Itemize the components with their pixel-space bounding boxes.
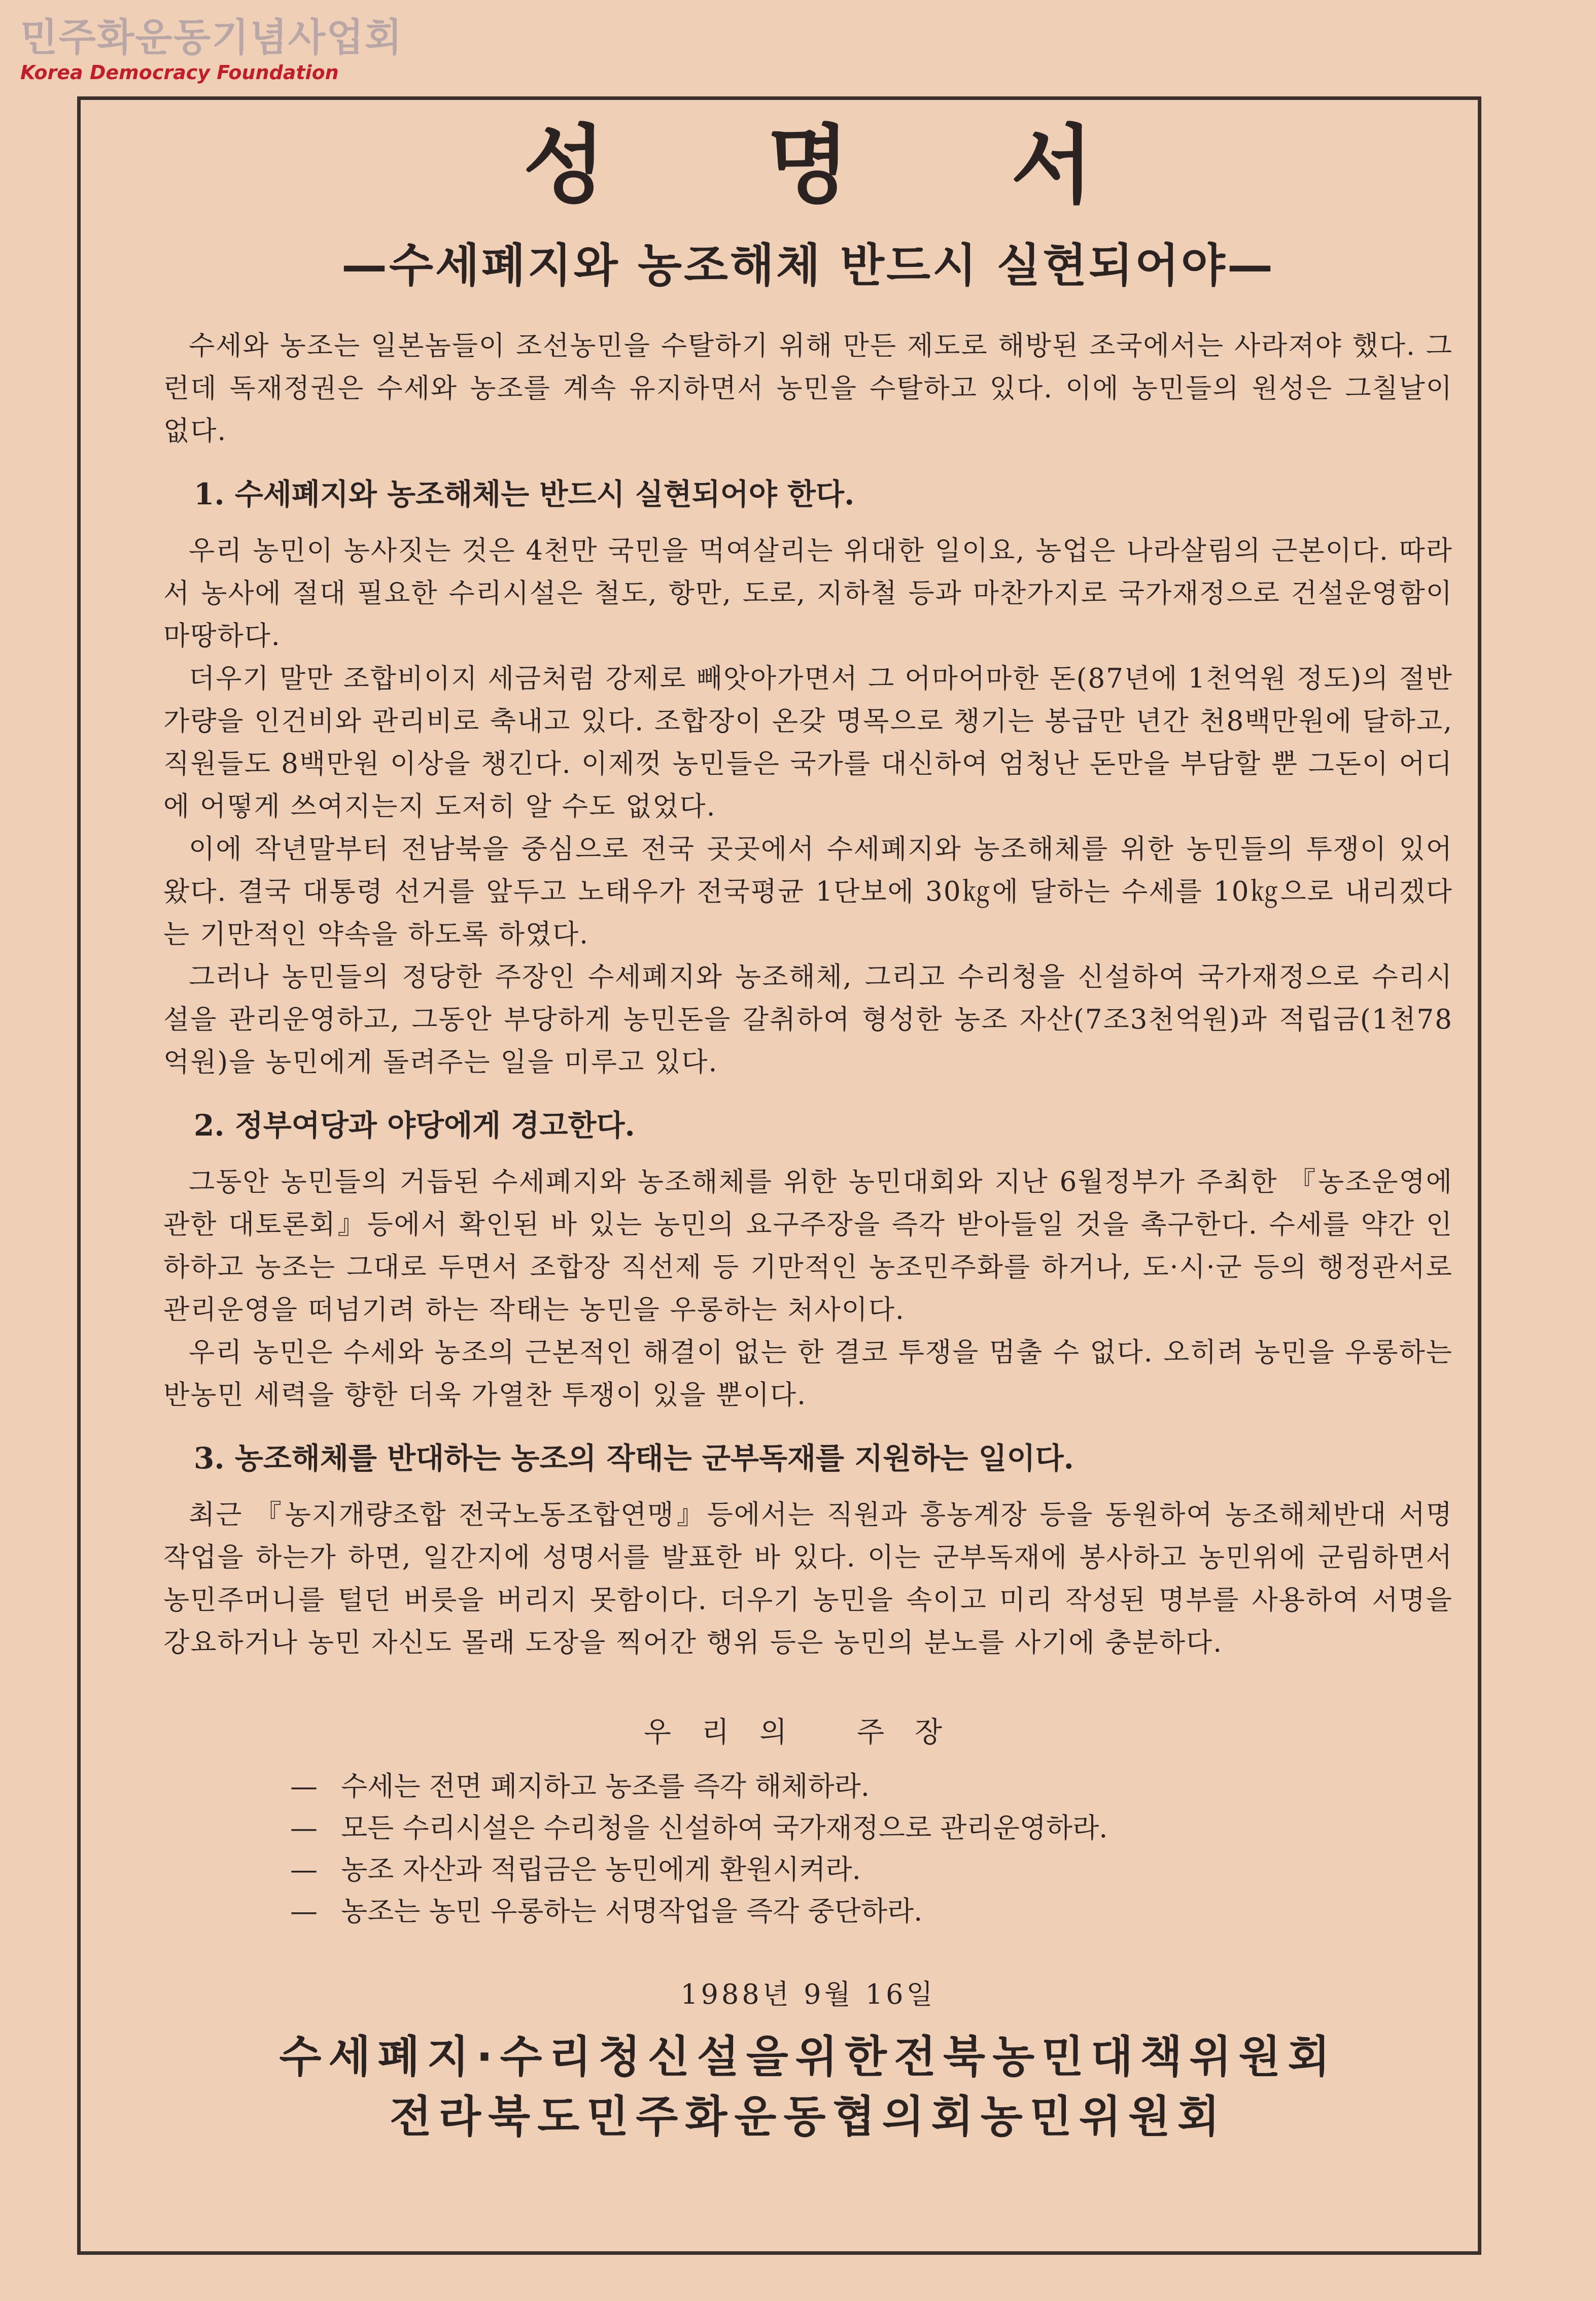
claim-item [290, 1807, 1453, 1849]
claim-text: 모든 수리시설은 수리청을 신설하여 국가재정으로 관리운영하라. [341, 1812, 1108, 1844]
claim-text: 수세는 전면 폐지하고 농조를 즉각 해체하라. [341, 1770, 870, 1802]
document-date: 1988년 9월 16일 [680, 1978, 936, 2010]
section-2-paragraph: 그동안 농민들의 거듭된 수세폐지와 농조해체를 위한 농민대회와 지난 6월정부가 주최한 『농조운영에 관한 대토론회』등에서 확인된 바 있는 농민의 요구주장을 즉각 받아들일 것을 촉구한다. 수세를 약간 인하하고 농조는 그대로 두면서 조합장 직선제 등 기만적인 농조민주화를 하거나, 도·시·군 등의 행정관서로 관리운영을 떠넘기려 하는 작태는 농민을 우롱하는 처사이다. [163, 1166, 1453, 1325]
claim-dash: — [290, 1812, 318, 1844]
claim-dash: — [290, 1853, 318, 1885]
claim-dash: — [290, 1895, 318, 1927]
document-frame [77, 96, 1481, 2255]
intro-paragraph: 수세와 농조는 일본놈들이 조선농민을 수탈하기 위해 만든 제도로 해방된 조국에서는 사라져야 했다. 그런데 독재정권은 수세와 농조를 계속 유지하면서 농민을 수탈하고 있다. 이에 농민들의 원성은 그칠날이 없다. [163, 330, 1453, 447]
organization-name: 전라북도민주화운동협의회농민위원회 [389, 2091, 1227, 2142]
section-3-paragraph: 최근 『농지개량조합 전국노동조합연맹』등에서는 직원과 흥농계장 등을 동원하여 농조해체반대 서명작업을 하는가 하면, 일간지에 성명서를 발표한 바 있다. 이는 군부독재에 봉사하고 농민위에 군림하면서 농민주머니를 털던 버릇을 버리지 못함이다. 더우기 농민을 속이고 미리 작성된 명부를 사용하여 서명을 강요하거나 농민 자신도 몰래 도장을 찍어간 행위 등은 농민의 분노를 사기에 충분하다. [163, 1499, 1453, 1658]
section-2-heading: 2. 정부여당과 야당에게 경고한다. [194, 1108, 635, 1143]
claim-item [290, 1849, 1453, 1891]
organization-name: 수세폐지·수리청신설을위한전북농민대책위원회 [279, 2032, 1337, 2082]
section-2-paragraph: 우리 농민은 수세와 농조의 근본적인 해결이 없는 한 결코 투쟁을 멈출 수 없다. 오히려 농민을 우롱하는 반농민 세력을 향한 더욱 가열찬 투쟁이 있을 뿐이다. [163, 1337, 1453, 1411]
claim-text: 농조는 농민 우롱하는 서명작업을 즉각 중단하라. [341, 1895, 923, 1927]
claim-dash: — [290, 1770, 318, 1802]
section-1-heading: 1. 수세폐지와 농조해체는 반드시 실현되어야 한다. [194, 477, 855, 511]
claims-list [290, 1766, 1453, 1932]
section-1-paragraph: 이에 작년말부터 전남북을 중심으로 전국 곳곳에서 수세폐지와 농조해체를 위한 농민들의 투쟁이 있어왔다. 결국 대통령 선거를 앞두고 노태우가 전국평균 1단보에 30㎏에 달하는 수세를 10㎏으로 내리겠다는 기만적인 약속을 하도록 하였다. [163, 834, 1453, 950]
foundation-logo [20, 15, 403, 84]
claim-item [290, 1891, 1453, 1932]
section-1-paragraph: 더우기 말만 조합비이지 세금처럼 강제로 빼앗아가면서 그 어마어마한 돈(87년에 1천억원 정도)의 절반가량을 인건비와 관리비로 축내고 있다. 조합장이 온갖 명목으로 챙기는 봉급만 년간 천8백만원에 달하고, 직원들도 8백만원 이상을 챙긴다. 이제껏 농민들은 국가를 대신하여 엄청난 돈만을 부담할 뿐 그돈이 어디에 어떻게 쓰여지는지 도저히 알 수도 없었다. [163, 663, 1453, 822]
section-3-heading: 3. 농조해체를 반대하는 농조의 작태는 군부독재를 지원하는 일이다. [194, 1441, 1074, 1475]
document-content [163, 115, 1453, 2147]
claim-item [290, 1766, 1453, 1807]
document-subtitle: —수세폐지와 농조해체 반드시 실현되어야— [341, 239, 1275, 292]
section-1-paragraph: 우리 농민이 농사짓는 것은 4천만 국민을 먹여살리는 위대한 일이요, 농업은 나라살림의 근본이다. 따라서 농사에 절대 필요한 수리시설은 철도, 항만, 도로, 지하철 등과 마찬가지로 국가재정으로 건설운영함이 마땅하다. [163, 535, 1453, 651]
claim-text: 농조 자산과 적립금은 농민에게 환원시켜라. [341, 1853, 861, 1885]
document-title: 성 명 서 [523, 116, 1159, 215]
claims-heading: 우리의 주장 [643, 1716, 973, 1749]
section-1-paragraph: 그러나 농민들의 정당한 주장인 수세폐지와 농조해체, 그리고 수리청을 신설하여 국가재정으로 수리시설을 관리운영하고, 그동안 부당하게 농민돈을 갈취하여 형성한 농조 자산(7조3천억원)과 적립금(1천78억원)을 농민에게 돌려주는 일을 미루고 있다. [163, 961, 1453, 1078]
logo-korean-text: 민주화운동기념사업회 [20, 15, 403, 60]
logo-english-text: Korea Democracy Foundation [20, 61, 339, 84]
